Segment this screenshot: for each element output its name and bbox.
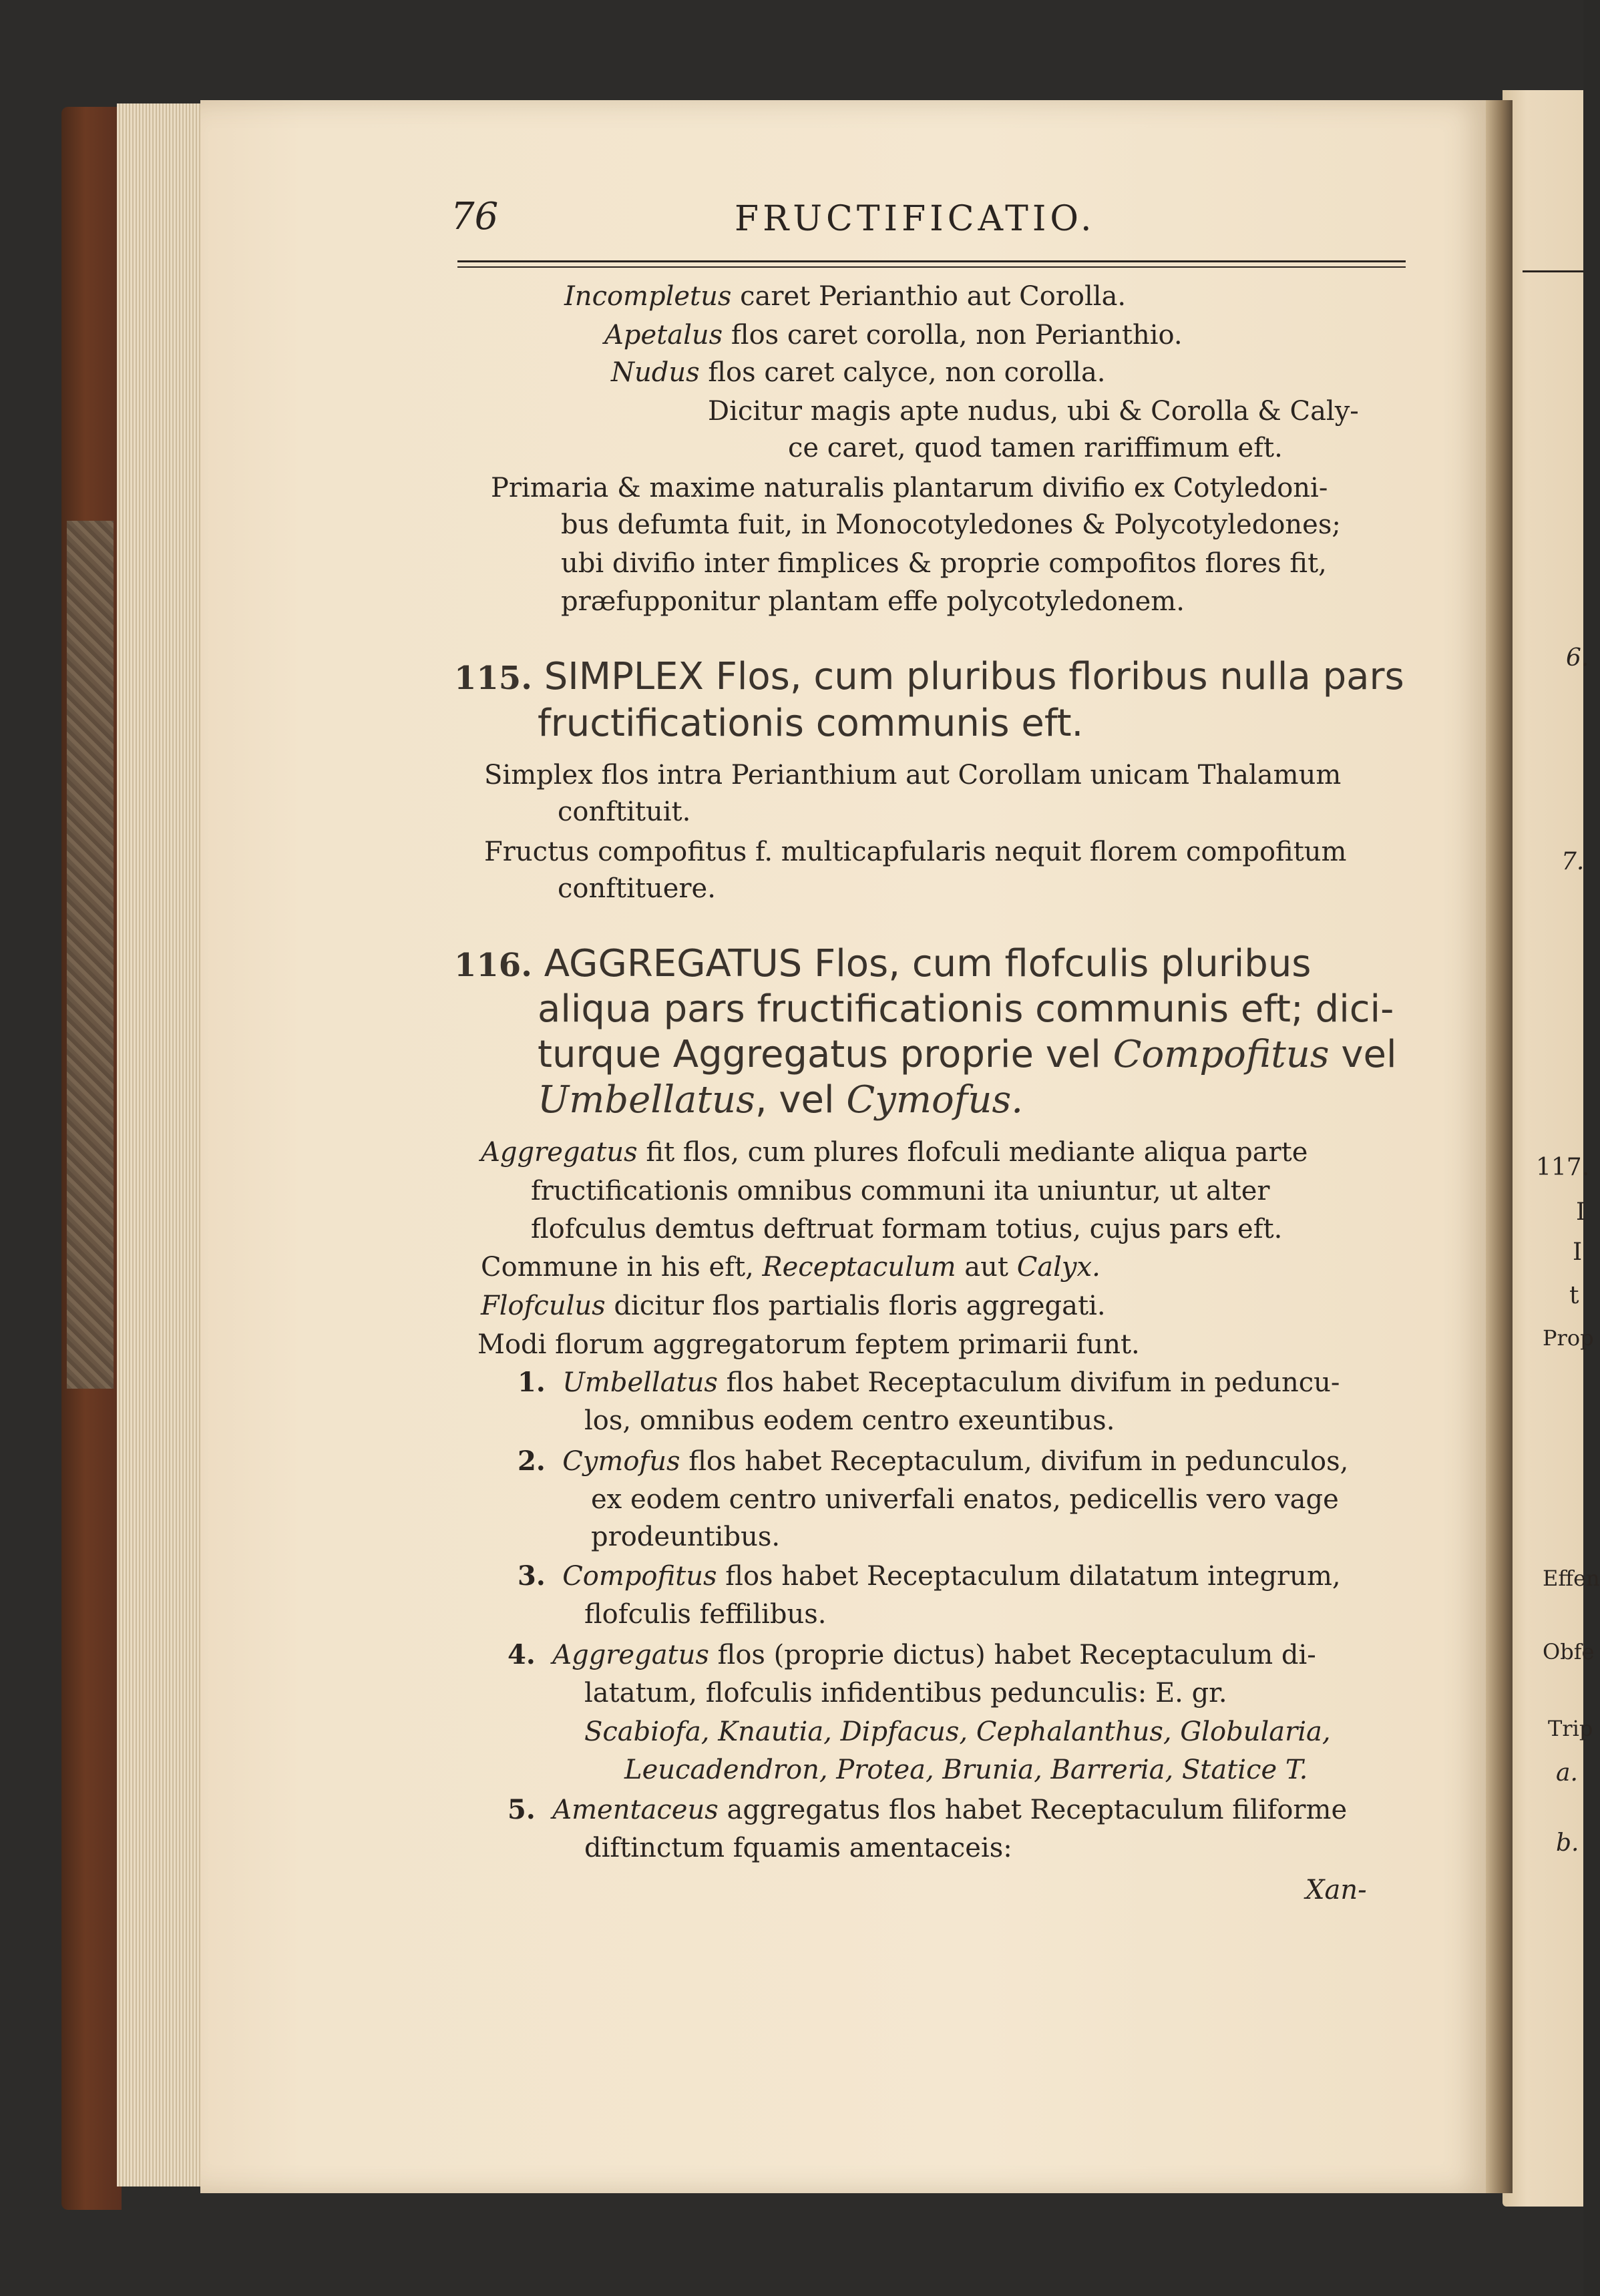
text-line: Flofculus dicitur flos partialis floris aggregati. [481,1291,1106,1321]
text-line: bus defumta fuit, in Monocotyledones & Polycotyledones; [561,509,1341,540]
list-item: ex eodem centro univerfali enatos, pedicellis vero vage [591,1484,1339,1515]
text-line: Fructus compofitus f. multicapfularis nequit florem compofitum [484,837,1347,867]
section-heading: turque Aggregatus proprie vel Compofitus vel [538,1033,1397,1076]
list-item: 3. Compofitus flos habet Receptaculum dilatatum integrum, [518,1560,1341,1592]
text-line: conftituit. [558,796,691,827]
facing-fragment: t [1569,1282,1579,1309]
facing-page-rule [1523,270,1583,272]
page-number: 76 [451,195,499,238]
list-item: 4. Aggregatus flos (proprie dictus) habet Receptaculum di- [508,1639,1316,1670]
facing-fragment: Obfe [1543,1639,1595,1664]
section-heading: fructificationis communis eft. [538,702,1084,745]
text-line: Apetalus flos caret corolla, non Perianthio. [604,320,1183,351]
running-title: FRUCTIFICATIO. [735,199,1096,239]
facing-page [1503,90,1586,2207]
facing-fragment: b. [1556,1829,1579,1857]
text-line: Simplex flos intra Perianthium aut Corollam unicam Thalamum [484,760,1342,790]
list-item: prodeuntibus. [591,1522,781,1552]
list-item: 5. Amentaceus aggregatus flos habet Receptaculum filiforme [508,1794,1348,1825]
text-line: Commune in his eft, Receptaculum aut Calyx. [481,1252,1101,1283]
marbled-edge [67,521,114,1389]
text-line: Nudus flos caret calyce, non corolla. [611,357,1106,388]
list-item: diftinctum fquamis amentaceis: [584,1833,1012,1863]
section-heading: 115. SIMPLEX Flos, cum pluribus floribus nulla pars [454,655,1404,698]
list-item: Leucadendron, Protea, Brunia, Barreria, Statice T. [624,1755,1308,1785]
section-heading: 116. AGGREGATUS Flos, cum flofculis pluribus [454,942,1312,985]
list-item: 2. Cymofus flos habet Receptaculum, divifum in pedunculos, [518,1445,1349,1477]
catchword: Xan- [1306,1875,1367,1905]
facing-fragment: a. [1556,1759,1578,1787]
list-item: los, omnibus eodem centro exeuntibus. [584,1405,1115,1436]
text-line: Dicitur magis apte nudus, ubi & Corolla & Caly- [708,396,1359,427]
facing-fragment: I [1573,1238,1583,1266]
facing-fragment: 7. [1561,848,1585,875]
page-edges [117,103,204,2187]
list-item: Scabiofa, Knautia, Dipfacus, Cephalanthus, Globularia, [584,1716,1331,1747]
text-line: ubi divifio inter fimplices & proprie compofitos flores fit, [561,548,1327,579]
gutter [1486,100,1513,2193]
list-item: flofculis feffilibus. [584,1599,827,1630]
facing-fragment: I [1576,1198,1586,1226]
text-line: Modi florum aggregatorum feptem primarii funt. [477,1329,1140,1360]
section-heading: Umbellatus, vel Cymofus. [538,1078,1024,1122]
text-line: ce caret, quod tamen rariffimum eft. [788,433,1283,463]
facing-fragment: 6. [1566,644,1589,672]
text-line: Incompletus caret Perianthio aut Corolla. [564,281,1127,312]
list-item: latatum, flofculis infidentibus pedunculis: E. gr. [584,1678,1227,1708]
text-line: fructificationis omnibus communi ita uniuntur, ut alter [531,1176,1270,1206]
facing-fragment: 117. [1536,1154,1590,1181]
facing-fragment: Prop [1543,1325,1594,1351]
text-line: Aggregatus fit flos, cum plures flofculi mediante aliqua parte [481,1137,1308,1168]
facing-fragment: Effen [1543,1566,1600,1591]
text-line: conftituere. [558,873,716,904]
text-line: Primaria & maxime naturalis plantarum divifio ex Cotyledoni- [491,473,1328,503]
text-line: flofculus demtus deftruat formam totius, cujus pars eft. [531,1214,1283,1244]
list-item: 1. Umbellatus flos habet Receptaculum divifum in peduncu- [518,1367,1340,1398]
facing-fragment: Trip [1548,1716,1593,1741]
text-line: præfupponitur plantam effe polycotyledonem. [561,586,1185,617]
header-rule [457,260,1406,268]
section-heading: aliqua pars fructificationis communis eft; dici- [538,987,1394,1031]
